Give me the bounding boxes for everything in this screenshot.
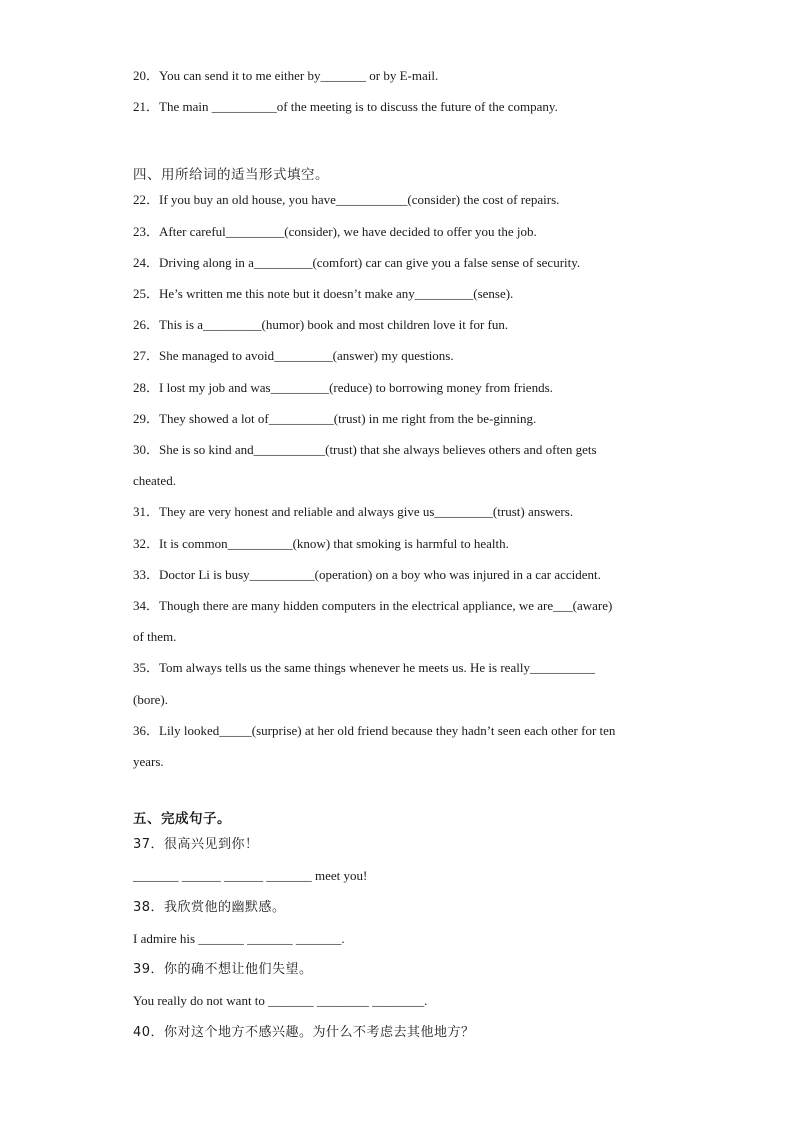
question-20: 20．You can send it to me either by_______ or by E-mail. <box>133 68 439 83</box>
question-34: 34．Though there are many hidden computers in the electrical appliance, we are___(aware) <box>133 598 613 613</box>
question-24: 24．Driving along in a_________(comfort) car can give you a false sense of security. <box>133 255 581 270</box>
question-37-answer: _______ ______ ______ _______ meet you! <box>133 868 368 883</box>
question-38-answer: I admire his _______ _______ _______. <box>133 931 345 946</box>
question-29: 29．They showed a lot of__________(trust) in me right from the be-ginning. <box>133 411 537 426</box>
question-22: 22．If you buy an old house, you have___________(consider) the cost of repairs. <box>133 192 560 207</box>
question-37-prompt: 37．很高兴见到你！ <box>133 837 259 852</box>
question-23: 23．After careful_________(consider), we have decided to offer you the job. <box>133 224 537 239</box>
question-35-continued: (bore). <box>133 692 169 707</box>
question-40-prompt: 40．你对这个地方不感兴趣。为什么不考虑去其他地方？ <box>133 1025 475 1040</box>
question-25: 25．He’s written me this note but it doesn’t make any_________(sense). <box>133 286 514 301</box>
question-30: 30．She is so kind and___________(trust) that she always believes others and often gets <box>133 442 597 457</box>
question-36: 36．Lily looked_____(surprise) at her old friend because they hadn’t seen each other for ten <box>133 723 616 738</box>
question-35: 35．Tom always tells us the same things whenever he meets us. He is really__________ <box>133 660 595 675</box>
question-39-prompt: 39．你的确不想让他们失望。 <box>133 962 313 977</box>
question-26: 26．This is a_________(humor) book and most children love it for fun. <box>133 317 509 332</box>
section-5-heading: 五、完成句子。 <box>133 811 231 827</box>
section-4-heading: 四、用所给词的适当形式填空。 <box>133 167 329 183</box>
question-39-answer: You really do not want to _______ ________ ________. <box>133 993 428 1008</box>
question-31: 31．They are very honest and reliable and always give us_________(trust) answers. <box>133 504 574 519</box>
question-33: 33．Doctor Li is busy__________(operation) on a boy who was injured in a car accident. <box>133 567 601 582</box>
question-38-prompt: 38．我欣赏他的幽默感。 <box>133 900 286 915</box>
question-36-continued: years. <box>133 754 164 769</box>
question-30-continued: cheated. <box>133 473 176 488</box>
question-27: 27．She managed to avoid_________(answer) my questions. <box>133 348 454 363</box>
question-32: 32．It is common__________(know) that smoking is harmful to health. <box>133 536 509 551</box>
question-28: 28．I lost my job and was_________(reduce) to borrowing money from friends. <box>133 380 553 395</box>
question-34-continued: of them. <box>133 629 177 644</box>
question-21: 21．The main __________of the meeting is to discuss the future of the company. <box>133 99 558 114</box>
